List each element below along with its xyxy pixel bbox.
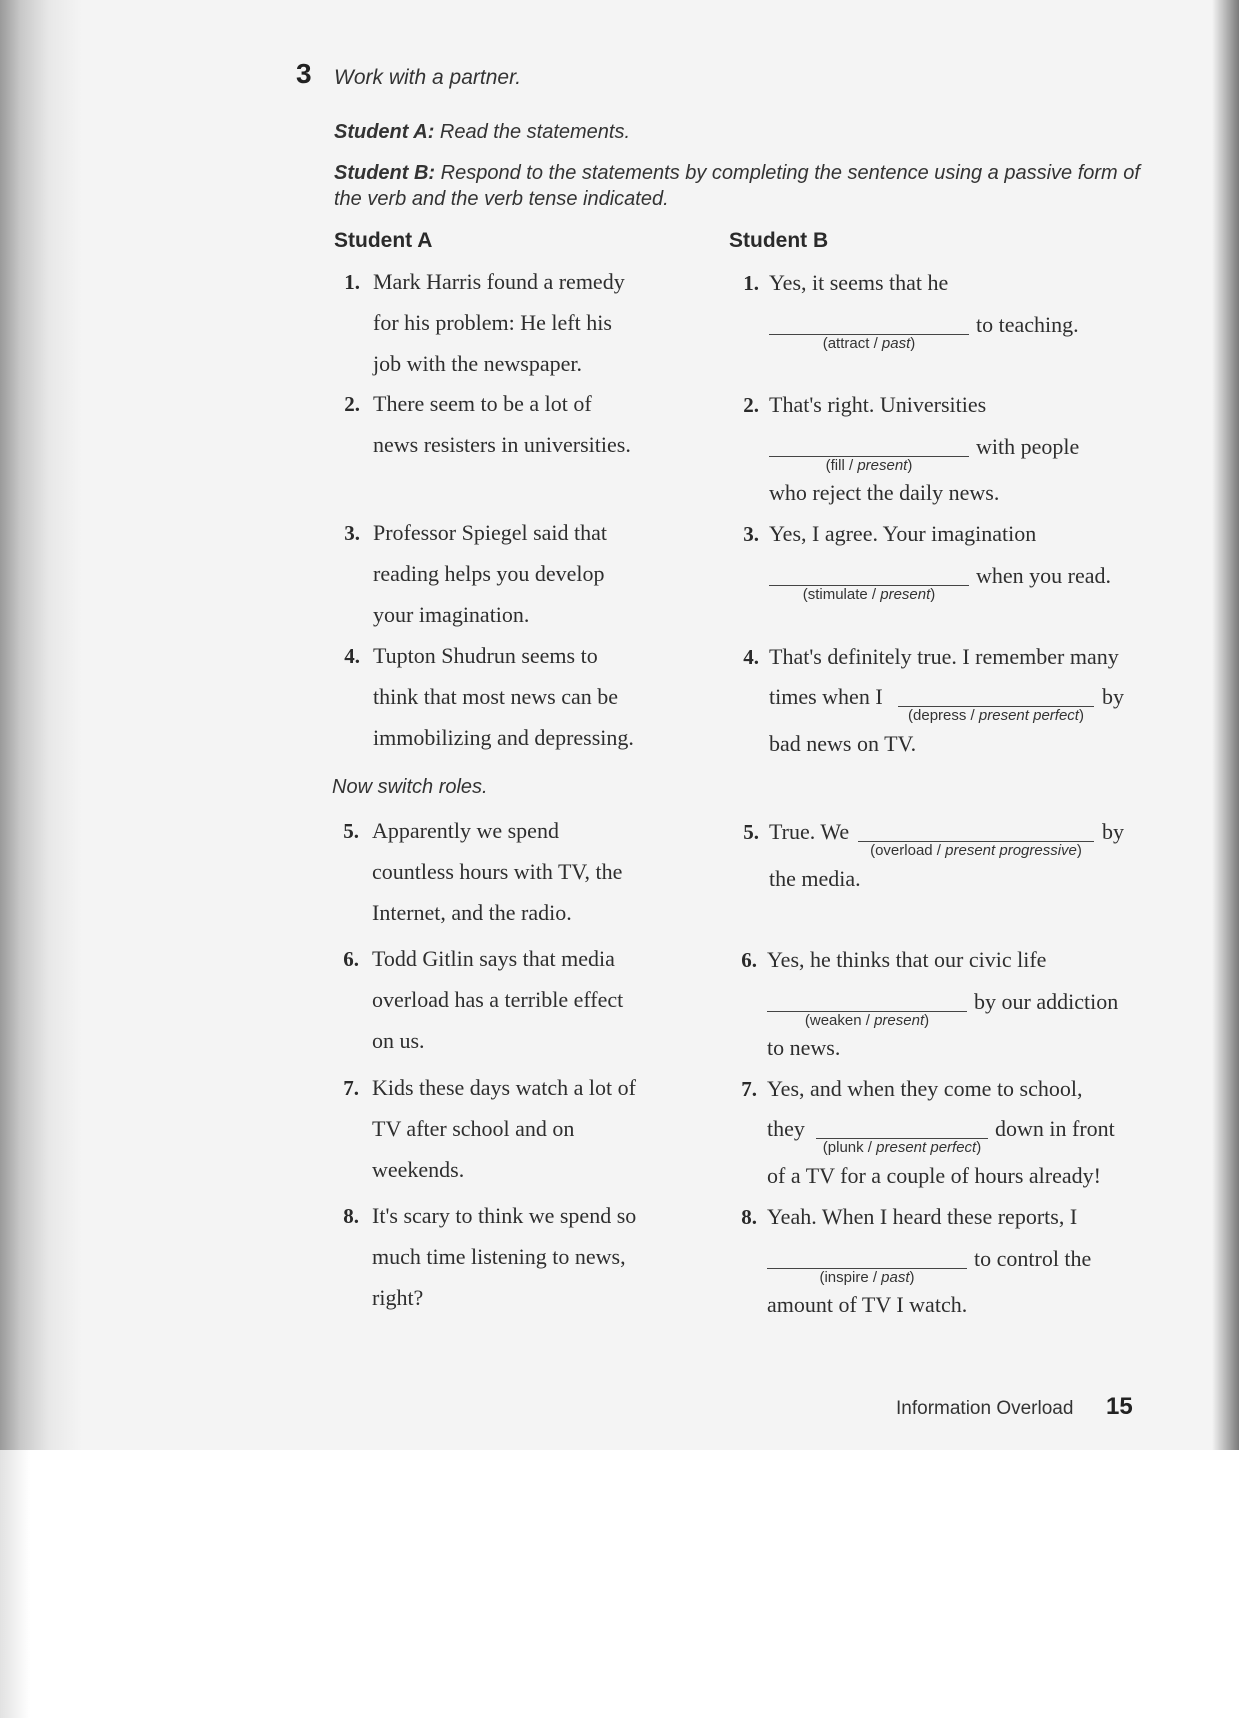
item-number: 1. <box>344 270 360 294</box>
verb-tense-cue: (overload / present progressive) <box>870 842 1082 859</box>
verb-tense-cue: (stimulate / present) <box>802 586 936 603</box>
verb-tense-cue: (inspire / past) <box>819 1269 915 1286</box>
statement-line: for his problem: He left his <box>373 310 612 335</box>
verb-tense-cue: (depress / present perfect) <box>908 707 1084 724</box>
statement-line: Professor Spiegel said that <box>373 520 608 545</box>
student-a-heading: Student A <box>334 229 433 252</box>
response-line: Yes, I agree. Your imagination <box>769 521 1037 546</box>
cue-tense: present perfect <box>978 707 1079 724</box>
response-line: That's right. Universities <box>769 392 987 417</box>
item-number: 2. <box>344 392 360 416</box>
student-a-instruction <box>334 119 1154 145</box>
response-line: to control the <box>974 1246 1092 1271</box>
cue-verb: overload <box>875 842 933 859</box>
student-b-instruction-text: Respond to the statements by completing the sentence using a passive form of the verb and the verb tense indicated. <box>334 162 1140 210</box>
item-number: 8. <box>741 1205 757 1229</box>
verb-tense-cue: (plunk / present perfect) <box>822 1139 982 1156</box>
cue-verb: stimulate <box>807 586 868 603</box>
statement-line: think that most news can be <box>373 684 619 709</box>
cue-tense: past <box>881 335 911 352</box>
item-number: 5. <box>343 819 359 843</box>
item-number: 7. <box>343 1076 359 1100</box>
switch-roles-note: Now switch roles. <box>332 776 488 798</box>
scan-background <box>0 1450 1239 1718</box>
statement-line: much time listening to news, <box>372 1244 626 1269</box>
statement-line: Tupton Shudrun seems to <box>373 643 598 668</box>
statement-line: news resisters in universities. <box>373 432 631 457</box>
cue-tense: past <box>881 1269 910 1286</box>
response-line: Yes, he thinks that our civic life <box>767 947 1047 972</box>
statement-line: Kids these days watch a lot of <box>372 1075 636 1100</box>
item-number: 6. <box>343 947 359 971</box>
item-number: 4. <box>344 644 360 668</box>
statement-line: overload has a terrible effect <box>372 987 624 1012</box>
verb-tense-cue: (fill / present) <box>825 457 913 474</box>
statement-line: right? <box>372 1285 424 1310</box>
response-line: when you read. <box>976 563 1112 588</box>
statement-line: TV after school and on <box>372 1116 575 1141</box>
response-line: True. We <box>769 819 850 844</box>
statement-line: Todd Gitlin says that media <box>372 946 615 971</box>
response-line: That's definitely true. I remember many <box>769 644 1119 669</box>
cue-tense: present perfect <box>876 1139 977 1156</box>
response-line: Yeah. When I heard these reports, I <box>767 1204 1078 1229</box>
response-line: amount of TV I watch. <box>767 1292 968 1317</box>
item-number: 7. <box>741 1077 757 1101</box>
book-binding-shadow <box>0 0 82 1450</box>
scan-margin-shadow <box>0 1450 30 1718</box>
statement-line: countless hours with TV, the <box>372 859 623 884</box>
statement-line: Internet, and the radio. <box>372 900 572 925</box>
response-line: down in front <box>995 1116 1115 1141</box>
response-line: with people <box>976 434 1080 459</box>
statement-line: job with the newspaper. <box>373 351 582 376</box>
response-line: to news. <box>767 1035 841 1060</box>
cue-tense: present <box>857 457 908 474</box>
cue-tense: present <box>874 1012 925 1029</box>
response-line: bad news on TV. <box>769 731 917 756</box>
item-number: 6. <box>741 948 757 972</box>
cue-tense: present <box>880 586 931 603</box>
statement-line: your imagination. <box>373 602 530 627</box>
response-line: Yes, and when they come to school, <box>767 1076 1083 1101</box>
cue-verb: attract <box>827 335 870 352</box>
response-line: who reject the daily news. <box>769 480 1000 505</box>
cue-verb: plunk <box>827 1139 864 1156</box>
statement-line: It's scary to think we spend so <box>372 1203 637 1228</box>
item-number: 4. <box>743 645 759 669</box>
student-a-instruction-label: Student A: <box>334 121 435 143</box>
statement-line: weekends. <box>372 1157 465 1182</box>
statement-line: reading helps you develop <box>373 561 605 586</box>
response-line: to teaching. <box>976 312 1079 337</box>
response-line: the media. <box>769 866 861 891</box>
verb-tense-cue: (attract / past) <box>822 335 916 352</box>
cue-verb: weaken <box>809 1012 862 1029</box>
response-line: by <box>1102 819 1124 844</box>
exercise-number: 3 <box>296 58 312 89</box>
statement-line: There seem to be a lot of <box>373 391 592 416</box>
item-number: 1. <box>743 271 759 295</box>
statement-line: on us. <box>372 1028 425 1053</box>
exercise-title: Work with a partner. <box>334 66 522 89</box>
item-number: 2. <box>743 393 759 417</box>
cue-tense: present progressive <box>945 842 1077 859</box>
item-number: 3. <box>344 521 360 545</box>
cue-verb: fill <box>830 457 845 474</box>
response-line: by <box>1102 684 1124 709</box>
page-edge-shadow <box>1212 0 1239 1450</box>
statement-line: immobilizing and depressing. <box>373 725 634 750</box>
statement-line: Mark Harris found a remedy <box>373 269 625 294</box>
cue-verb: inspire <box>824 1269 869 1286</box>
item-number: 3. <box>743 522 759 546</box>
student-b-instruction-label: Student B: <box>334 162 436 184</box>
item-number: 5. <box>743 820 759 844</box>
footer-section-title: Information Overload <box>896 1398 1074 1419</box>
response-line: they <box>767 1116 805 1141</box>
page-number: 15 <box>1106 1393 1133 1420</box>
verb-tense-cue: (weaken / present) <box>804 1012 930 1029</box>
response-line: of a TV for a couple of hours already! <box>767 1163 1101 1188</box>
response-line: times when I <box>769 684 883 709</box>
statement-line: Apparently we spend <box>372 818 559 843</box>
cue-verb: depress <box>913 707 967 724</box>
response-line: by our addiction <box>974 989 1119 1014</box>
response-line: Yes, it seems that he <box>769 270 949 295</box>
student-b-heading: Student B <box>729 229 829 252</box>
student-b-instruction <box>334 160 1154 212</box>
student-a-instruction-text: Read the statements. <box>439 121 631 143</box>
item-number: 8. <box>343 1204 359 1228</box>
